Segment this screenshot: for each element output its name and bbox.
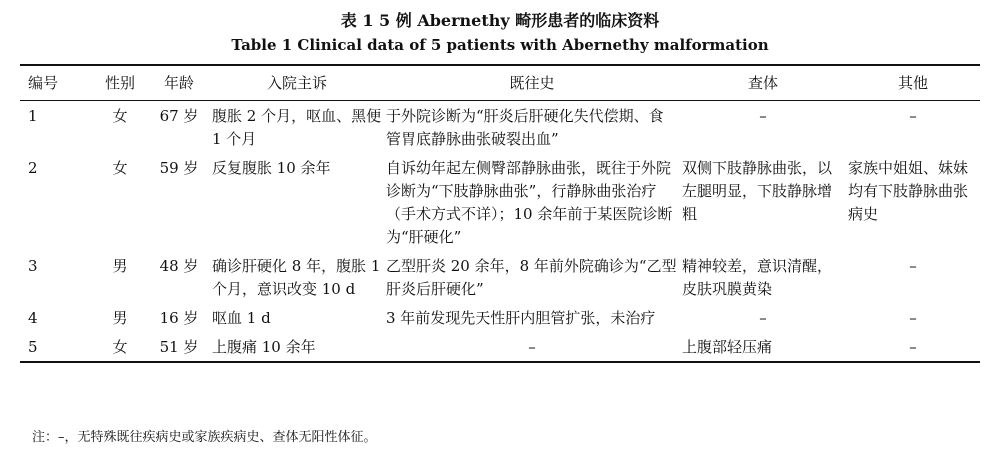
cell-history: 自诉幼年起左侧臀部静脉曲张，既往于外院诊断为“下肢静脉曲张”，行静脉曲张治疗（手术方式不详）；10 余年前于某医院诊断为“肝硬化” — [386, 159, 673, 246]
cell-id: 4 — [28, 309, 38, 327]
cell-other: – — [909, 107, 917, 125]
table-title-english: Table 1 Clinical data of 5 patients with Abernethy malformation — [231, 36, 769, 54]
header-complaint: 入院主诉 — [266, 73, 327, 92]
table-row — [20, 251, 980, 303]
cell-history: 乙型肝炎 20 余年，8 年前外院确诊为“乙型肝炎后肝硬化” — [386, 257, 677, 298]
cell-exam: – — [759, 107, 767, 125]
cell-age: 48 岁 — [159, 257, 199, 275]
header-other: 其他 — [897, 73, 928, 92]
cell-other: – — [909, 257, 917, 275]
cell-age: 16 岁 — [159, 309, 199, 327]
cell-sex: 女 — [112, 159, 128, 177]
header-exam: 查体 — [747, 73, 778, 92]
cell-other: – — [909, 338, 917, 356]
header-sex: 性别 — [104, 73, 135, 92]
cell-age: 67 岁 — [159, 107, 199, 125]
cell-complaint: 反复腹胀 10 余年 — [212, 159, 331, 177]
cell-history: – — [528, 338, 536, 356]
header-id: 编号 — [28, 73, 59, 92]
cell-exam: 双侧下肢静脉曲张，以左腿明显，下肢静脉增粗 — [682, 159, 833, 223]
table-footnote: 注：–，无特殊既往疾病史或家族疾病史、查体无阳性体征。 — [32, 430, 377, 445]
cell-complaint: 呕血 1 d — [212, 309, 271, 327]
cell-age: 59 岁 — [159, 159, 199, 177]
table-header-row — [20, 65, 980, 101]
table-row — [20, 303, 980, 332]
cell-complaint: 上腹痛 10 余年 — [212, 338, 316, 356]
table-row — [20, 332, 980, 362]
header-history: 既往史 — [509, 73, 555, 92]
cell-age: 51 岁 — [159, 338, 199, 356]
cell-id: 1 — [28, 107, 38, 125]
cell-complaint: 腹胀 2 个月，呕血、黑便 1 个月 — [212, 107, 382, 148]
cell-id: 2 — [28, 159, 38, 177]
cell-exam: 精神较差，意识清醒，皮肤巩膜黄染 — [682, 257, 833, 298]
cell-sex: 男 — [112, 257, 128, 275]
cell-history: 3 年前发现先天性肝内胆管扩张，未治疗 — [386, 309, 656, 327]
cell-id: 3 — [28, 257, 38, 275]
clinical-data-table — [20, 64, 980, 363]
cell-sex: 男 — [112, 309, 128, 327]
table-row — [20, 153, 980, 251]
header-age: 年龄 — [163, 73, 194, 92]
cell-sex: 女 — [112, 107, 128, 125]
cell-exam: 上腹部轻压痛 — [682, 338, 773, 356]
cell-other: – — [909, 309, 917, 327]
cell-sex: 女 — [112, 338, 128, 356]
cell-history: 于外院诊断为“肝炎后肝硬化失代偿期、食管胃底静脉曲张破裂出血” — [386, 107, 664, 148]
cell-other: 家族中姐姐、妹妹均有下肢静脉曲张病史 — [848, 159, 969, 223]
table-title-chinese: 表 1 5 例 Abernethy 畸形患者的临床资料 — [340, 11, 660, 30]
table-row — [20, 101, 980, 154]
cell-complaint: 确诊肝硬化 8 年，腹胀 1 个月，意识改变 10 d — [212, 257, 381, 298]
cell-exam: – — [759, 309, 767, 327]
cell-id: 5 — [28, 338, 38, 356]
